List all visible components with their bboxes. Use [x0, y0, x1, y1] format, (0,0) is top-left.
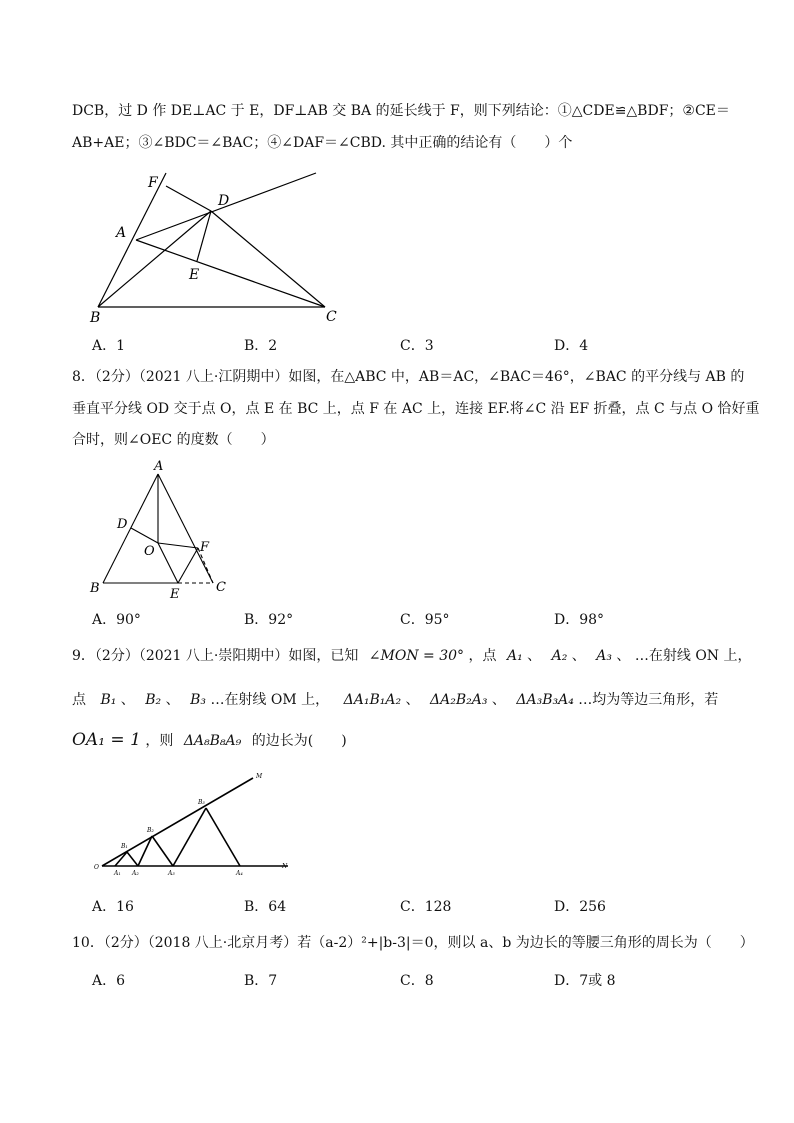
q7-option-c[interactable]: C．3 — [400, 338, 434, 354]
q8-option-b[interactable]: B．92° — [244, 612, 294, 628]
q9-figure — [90, 768, 300, 880]
q9-b1: B₁ — [100, 692, 117, 708]
q7-figure — [80, 165, 350, 325]
q8-option-d[interactable]: D．98° — [554, 612, 605, 628]
q8-label-D: D — [117, 517, 128, 532]
q7-option-d[interactable]: D．4 — [554, 338, 589, 354]
q7-text-line1: DCB，过 D 作 DE⊥AC 于 E，DF⊥AB 交 BA 的延长线于 F，则下列结论：①△CDE≌△BDF；②CE＝ — [72, 103, 730, 119]
q9-option-c[interactable]: C．128 — [400, 899, 452, 915]
q9-label-O: O — [94, 864, 99, 871]
q8-options — [92, 609, 732, 629]
q9-point-word: ，点 — [468, 648, 497, 664]
q7-text-line2: AB+AE；③∠BDC＝∠BAC；④∠DAF＝∠CBD. 其中正确的结论有（ ）个 — [72, 135, 573, 151]
q9-tri-1: ΔA₁B₁A₂ — [343, 692, 402, 708]
q9-text-line1: 9．（2分）（2021 八上·崇阳期中）如图，已知 ∠MON = 30° ，点 A₁ 、 A₂ 、 A₃ 、 …在射线 ON 上， — [72, 648, 752, 664]
q8-option-c[interactable]: C．95° — [400, 612, 450, 628]
q8-text-line2: 垂直平分线 OD 交于点 O，点 E 在 BC 上，点 F 在 AC 上，连接 EF.将∠C 沿 EF 折叠，点 C 与点 O 恰好重 — [72, 401, 760, 417]
q8-label-E: E — [170, 587, 180, 600]
q10-option-a[interactable]: A．6 — [92, 973, 126, 989]
q9-option-d[interactable]: D．256 — [554, 899, 606, 915]
q10-option-c[interactable]: C．8 — [400, 973, 434, 989]
q10-options — [92, 970, 732, 990]
q9-b2: B₂ — [145, 692, 162, 708]
q7-option-b[interactable]: B．2 — [244, 338, 278, 354]
q8-text-line1: 8．（2分）（2021 八上·江阴期中）如图，在△ABC 中，AB＝AC，∠BAC＝46°，∠BAC 的平分线与 AB 的 — [72, 369, 745, 385]
q9-options — [92, 896, 732, 916]
q9-label-A1: A₁ — [114, 870, 121, 877]
q10-text-line1: 10．（2分）（2018 八上·北京月考）若（a-2）²+|b-3|＝0，则以 a、b 为边长的等腰三角形的周长为（ ） — [72, 935, 754, 951]
q9-label-N: N — [282, 863, 288, 870]
q9-label-B2: B₂ — [147, 827, 154, 834]
q9-label-A3: A₃ — [168, 870, 175, 877]
q9-a3: A₃ — [596, 648, 612, 664]
q9-text-line3 — [72, 730, 347, 751]
q7-label-A: A — [116, 225, 127, 241]
q8-figure — [85, 458, 235, 600]
q7-label-D: D — [218, 193, 230, 209]
q9-line1-end: …在射线 ON 上， — [634, 648, 752, 664]
q9-a2: A₂ — [551, 648, 568, 664]
q9-text-line2: 点 B₁ 、 B₂ 、 B₃ …在射线 OM 上， ΔA₁B₁A₂ 、 ΔA₂B₂A₃ 、 ΔA₃B₃A₄ …均为等边三角形，若 — [72, 692, 719, 708]
q10-option-b[interactable]: B．7 — [244, 973, 278, 989]
q7-label-F: F — [148, 175, 158, 191]
q7-label-E: E — [189, 267, 200, 283]
q9-label-A2: A₂ — [132, 870, 139, 877]
q8-label-A: A — [154, 459, 164, 474]
q8-option-a[interactable]: A．90° — [92, 612, 141, 628]
q9-target-triangle: ΔA₈B₈A₉ — [183, 733, 242, 749]
q9-angle: ∠MON = 30° — [368, 648, 465, 664]
q9-intro: 9．（2分）（2021 八上·崇阳期中）如图，已知 — [72, 648, 359, 664]
q9-tri-2: ΔA₂B₂A₃ — [429, 692, 488, 708]
q7-label-B: B — [90, 310, 101, 325]
q9-label-A4: A₄ — [236, 870, 243, 877]
q8-label-O: O — [144, 544, 155, 559]
q7-option-a[interactable]: A．1 — [92, 338, 126, 354]
q9-option-a[interactable]: A．16 — [92, 899, 134, 915]
q9-question-end: 的边长为( ) — [251, 733, 347, 749]
q9-option-b[interactable]: B．64 — [244, 899, 287, 915]
q9-line2-end: …均为等边三角形，若 — [578, 692, 719, 708]
q9-line2-mid: …在射线 OM 上， — [210, 692, 330, 708]
q8-text-line3: 合时，则∠OEC 的度数（ ） — [72, 432, 275, 448]
q9-then: ，则 — [145, 733, 174, 749]
q9-oa1: OA₁ = 1 — [72, 730, 141, 750]
q9-point-word-2: 点 — [72, 692, 86, 708]
q7-label-C: C — [326, 309, 337, 325]
q9-b3: B₃ — [190, 692, 206, 708]
q8-label-F: F — [200, 540, 210, 555]
q10-option-d[interactable]: D．7或 8 — [554, 973, 616, 989]
q8-label-C: C — [216, 580, 226, 595]
q8-label-B: B — [90, 581, 100, 596]
q9-tri-3: ΔA₃B₃A₄ — [516, 692, 574, 708]
q9-a1: A₁ — [506, 648, 523, 664]
q9-label-M: M — [256, 773, 263, 780]
q7-options — [92, 335, 732, 355]
q9-label-B3: B₃ — [198, 799, 205, 806]
q9-label-B1: B₁ — [121, 843, 128, 850]
